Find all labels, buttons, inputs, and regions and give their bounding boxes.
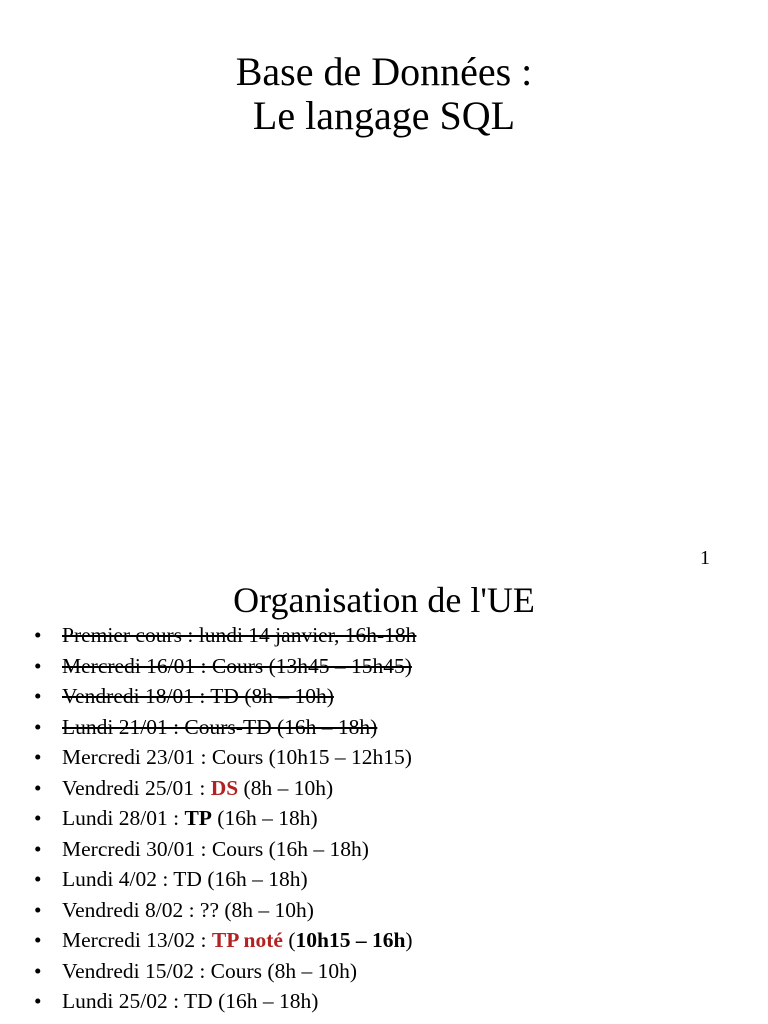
list-item	[34, 925, 416, 956]
slide-title-line-1: Base de Données :	[235, 49, 533, 94]
schedule-entry-mid: (	[282, 928, 296, 952]
slide-title	[0, 50, 768, 138]
schedule-entry-text: Mercredi 16/01 : Cours (13h45 – 15h45)	[62, 653, 412, 678]
bullet-icon: •	[34, 928, 42, 952]
slide-title-line-2: Le langage SQL	[252, 93, 516, 138]
bullet-icon: •	[34, 989, 42, 1013]
bullet-icon: •	[34, 653, 42, 678]
bullet-icon: •	[34, 836, 42, 861]
list-item	[34, 834, 416, 865]
bullet-icon: •	[34, 714, 42, 739]
schedule-entry-text: Lundi 4/02 : TD (16h – 18h)	[62, 867, 308, 891]
schedule-entry-suffix: (16h – 18h)	[211, 806, 318, 830]
list-item	[34, 803, 416, 834]
graded-tp-time: 10h15 – 16h	[295, 928, 406, 952]
page-number: 1	[700, 547, 710, 569]
schedule-entry-text: Premier cours : lundi 14 janvier, 16h-18h	[62, 623, 417, 647]
list-item	[34, 773, 416, 804]
list-item	[34, 986, 416, 1017]
graded-tp-badge: TP noté	[211, 928, 283, 952]
bullet-icon: •	[34, 775, 42, 800]
section-title: Organisation de l'UE	[233, 580, 535, 620]
schedule-entry-text: Lundi 25/02 : TD (16h – 18h)	[62, 989, 319, 1013]
bullet-icon: •	[34, 958, 42, 983]
schedule-entry-text: Mercredi 30/01 : Cours (16h – 18h)	[62, 836, 369, 861]
schedule-entry-prefix: Lundi 28/01 :	[62, 806, 185, 830]
schedule-entry-text: Mercredi 23/01 : Cours (10h15 – 12h15)	[62, 745, 412, 769]
list-item	[34, 620, 416, 651]
list-item	[34, 864, 416, 895]
schedule-entry-prefix: Vendredi 25/01 :	[62, 775, 211, 800]
list-item	[34, 895, 416, 926]
schedule-entry-suffix: )	[405, 928, 413, 952]
schedule-entry-text: Lundi 21/01 : Cours-TD (16h – 18h)	[62, 714, 378, 739]
list-item	[34, 712, 416, 743]
bullet-icon: •	[34, 623, 42, 647]
bullet-icon: •	[34, 897, 42, 922]
bullet-icon: •	[34, 806, 42, 830]
list-item	[34, 681, 416, 712]
exam-badge: DS	[210, 775, 239, 800]
list-item	[34, 651, 416, 682]
list-item	[34, 956, 416, 987]
bullet-icon: •	[34, 745, 42, 769]
bullet-icon: •	[34, 867, 42, 891]
schedule-entry-suffix: (8h – 10h)	[238, 775, 334, 800]
schedule-entry-text: Vendredi 8/02 : ?? (8h – 10h)	[62, 897, 314, 922]
schedule-entry-text: Vendredi 18/01 : TD (8h – 10h)	[62, 684, 334, 708]
schedule-entry-text: Vendredi 15/02 : Cours (8h – 10h)	[62, 958, 357, 983]
list-item	[34, 742, 416, 773]
schedule-list	[34, 620, 416, 1017]
schedule-entry-prefix: Mercredi 13/02 :	[62, 928, 212, 952]
bullet-icon: •	[34, 684, 42, 708]
tp-label: TP	[184, 806, 212, 830]
